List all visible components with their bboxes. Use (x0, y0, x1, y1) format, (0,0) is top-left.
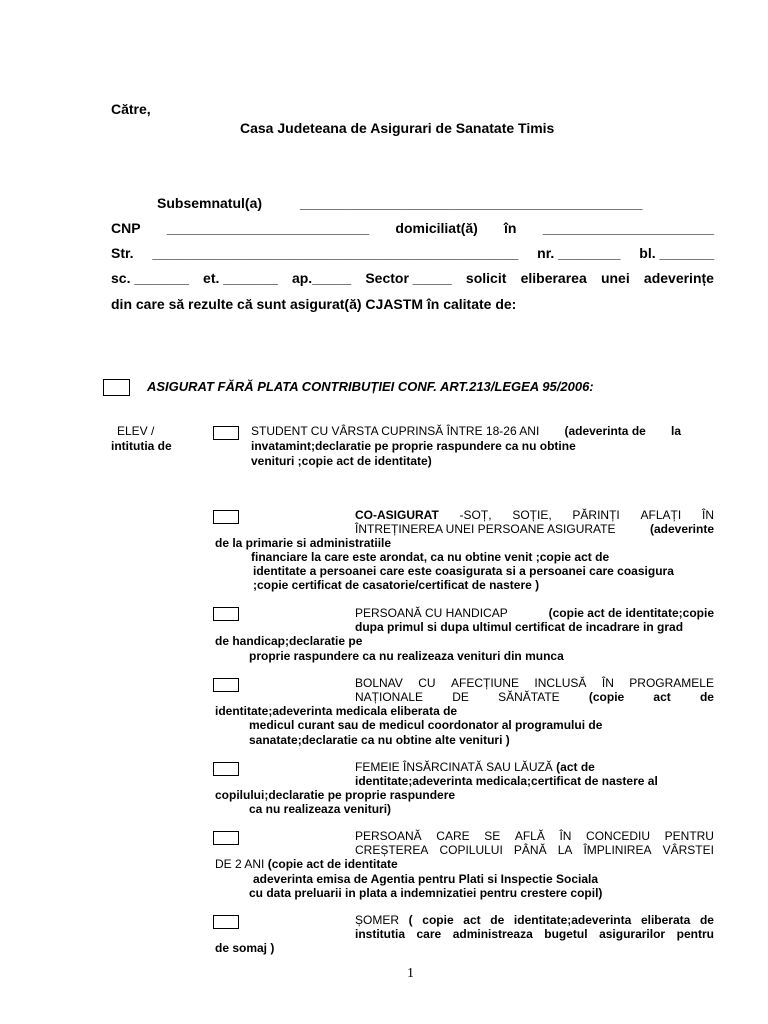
somer-word: institutia (355, 927, 405, 941)
word-adeverinte: adeverințe (643, 270, 714, 286)
somer-line-3: de somaj ) (215, 941, 275, 955)
street-field[interactable]: _______________________________________________ (152, 245, 519, 261)
bolnav-doc-word: de (699, 690, 714, 704)
addressee-label: Către, (111, 101, 151, 117)
coasigurat-word: -SOȚ, (459, 508, 492, 522)
femeie-line-3: copilului;declaratie pe proprie raspundere (215, 788, 456, 802)
femeie-doc: (act de (556, 760, 595, 774)
coasigurat-line-3: de la primarie si administratiile (215, 536, 392, 550)
bolnav-doc-word: act (653, 690, 671, 704)
in-label: în (504, 220, 517, 236)
concediu-line-2 (355, 843, 714, 857)
concediu-word: VÂRSTEI (662, 843, 714, 857)
bolnav-line-2 (355, 690, 714, 704)
bolnav-line-3: identitate;adeverinta medicala eliberata de (215, 704, 458, 718)
concediu-line-1 (355, 829, 714, 843)
femeie-title: FEMEIE ÎNSĂRCINATĂ SAU LĂUZĂ (355, 760, 553, 774)
student-line-3: venituri ;copie act de identitate) (251, 454, 432, 468)
page-number: 1 (407, 966, 414, 981)
somer-word: ( (408, 913, 413, 927)
somer-word: copie (422, 913, 454, 927)
concediu-word: CARE (436, 829, 470, 843)
somer-title: ȘOMER (355, 913, 400, 927)
student-checkbox[interactable] (213, 426, 239, 440)
number-field[interactable]: nr. ________ (537, 245, 621, 261)
word-unei: unei (600, 270, 630, 286)
cnp-field[interactable]: __________________________ (166, 220, 370, 236)
student-title: STUDENT CU VÂRSTA CUPRINSĂ ÎNTRE 18-26 ANI (251, 424, 540, 438)
street-label: Str. (111, 245, 134, 261)
somer-word: act (463, 913, 481, 927)
concediu-line-3 (215, 857, 398, 871)
cnp-row (111, 220, 714, 240)
name-field[interactable]: ____________________________________________ (300, 195, 643, 211)
bolnav-word: ÎN (601, 676, 614, 690)
student-doc-1a: (adeverinta de (564, 424, 646, 438)
student-line-2: invatamint;declaratie pe proprie raspundere ca nu obtine (251, 439, 576, 453)
femeie-checkbox[interactable] (213, 762, 239, 776)
somer-word: bugetul (544, 927, 588, 941)
coasigurat-doc: (adeverinte (649, 522, 714, 536)
coasigurat-checkbox[interactable] (213, 510, 239, 524)
apartment-field[interactable]: ap._____ (291, 270, 352, 286)
concediu-word: CREȘTEREA (355, 843, 429, 857)
concediu-age: DE 2 ANI (215, 857, 265, 871)
coasigurat-line-4: financiare la care este arondat, ca nu obtine venit ;copie act de (251, 550, 610, 564)
coasigurat-word: SOȚIE, (512, 508, 552, 522)
concediu-word: PENTRU (664, 829, 714, 843)
concediu-line-5: cu data preluarii in plata a indemnizatiei pentru crestere copil) (249, 886, 603, 900)
elev-left-sub: intitutia de (111, 439, 172, 453)
sector-field[interactable]: Sector _____ (365, 270, 452, 286)
coasigurat-line-1 (355, 508, 714, 522)
elev-left-label: ELEV / (117, 424, 155, 438)
somer-checkbox[interactable] (213, 915, 239, 929)
concediu-line-4: adeverinta emisa de Agentia pentru Plati si Inspectie Sociala (253, 872, 599, 886)
bolnav-doc-word: (copie (588, 690, 625, 704)
block-field[interactable]: bl. _______ (639, 245, 714, 261)
concediu-word: CONCEDIU (586, 829, 651, 843)
bolnav-word: INCLUSĂ (534, 676, 587, 690)
coasigurat-title: CO-ASIGURAT (355, 508, 439, 522)
bolnav-word: SĂNĂTATE (498, 690, 560, 704)
concediu-word: AFLĂ (514, 829, 545, 843)
somer-word: eliberata (640, 913, 691, 927)
somer-line-2 (355, 927, 714, 941)
section-checkbox[interactable] (103, 379, 130, 396)
somer-word: de (490, 913, 505, 927)
concediu-word: ÎMPLINIREA (583, 843, 652, 857)
coasigurat-line-2 (355, 522, 714, 536)
bolnav-word: DE (452, 690, 469, 704)
handicap-line-1 (355, 606, 714, 620)
bolnav-checkbox[interactable] (213, 678, 239, 692)
concediu-word: SE (484, 829, 501, 843)
bolnav-line-5: sanatate;declaratie ca nu obtine alte venituri ) (249, 733, 510, 747)
coasigurat-word: ÎN (701, 508, 714, 522)
concediu-word: PERSOANĂ (355, 829, 422, 843)
cnp-label: CNP (111, 220, 141, 236)
femeie-line-4: ca nu realizeaza venituri) (249, 802, 392, 816)
coasigurat-word: AFLAȚI (640, 508, 682, 522)
domiciliat-label: domiciliat(ă) (395, 220, 478, 236)
concediu-word: PÂNĂ (513, 843, 547, 857)
somer-line-1 (355, 913, 714, 927)
etaj-field[interactable]: et. _______ (203, 270, 278, 286)
somer-word: identitate;adeverinta (513, 913, 632, 927)
scara-field[interactable]: sc. _______ (111, 270, 189, 286)
concediu-checkbox[interactable] (213, 831, 239, 845)
handicap-checkbox[interactable] (213, 607, 239, 621)
domicile-field[interactable]: ______________________ (542, 220, 714, 236)
word-solicit: solicit (465, 270, 507, 286)
bolnav-word: NAȚIONALE (355, 690, 424, 704)
capacity-statement: din care să rezulte că sunt asigurat(ă) CJASTM în calitate de: (111, 296, 517, 312)
handicap-line-3: de handicap;declaratie pe (215, 634, 363, 648)
concediu-word: LA (557, 843, 573, 857)
somer-word: de (699, 913, 714, 927)
coasigurat-line-6: ;copie certificat de casatorie/certificat de nastere ) (253, 578, 540, 592)
bolnav-line-1 (355, 676, 714, 690)
section-heading: ASIGURAT FĂRĂ PLATA CONTRIBUȚIEI CONF. ART.213/LEGEA 95/2006: (147, 379, 594, 394)
bolnav-word: PROGRAMELE (629, 676, 714, 690)
somer-word: pentru (676, 927, 714, 941)
somer-word: administreaza (452, 927, 533, 941)
femeie-line-2: identitate;adeverinta medicala;certificat de nastere al (355, 774, 658, 788)
student-line-1 (251, 424, 681, 438)
handicap-title: PERSOANĂ CU HANDICAP (355, 606, 508, 620)
handicap-doc: (copie act de identitate;copie (548, 606, 714, 620)
bolnav-word: AFECȚIUNE (450, 676, 519, 690)
femeie-line-1 (355, 760, 595, 774)
bolnav-word: CU (418, 676, 436, 690)
address-detail-row (111, 270, 714, 290)
word-eliberarea: eliberarea (520, 270, 587, 286)
concediu-word: ÎN (559, 829, 572, 843)
institution-title: Casa Judeteana de Asigurari de Sanatate Timis (240, 120, 555, 136)
handicap-line-2: dupa primul si dupa ultimul certificat de incadrare in grad (355, 620, 684, 634)
handicap-line-4: proprie raspundere ca nu realizeaza venituri din munca (249, 649, 564, 663)
concediu-doc: (copie act de identitate (267, 857, 398, 871)
street-row (111, 245, 714, 265)
bolnav-line-4: medicul curant sau de medicul coordonator al programului de (249, 718, 603, 732)
coasigurat-subtitle: ÎNTREȚINEREA UNEI PERSOANE ASIGURATE (355, 522, 616, 536)
bolnav-word: BOLNAV (355, 676, 403, 690)
subsemnatul-label: Subsemnatul(a) (157, 195, 263, 211)
concediu-word: COPILULUI (439, 843, 503, 857)
student-doc-1b: la (670, 424, 681, 438)
somer-word: care (416, 927, 442, 941)
somer-word: asigurarilor (599, 927, 666, 941)
coasigurat-line-5: identitate a persoanei care este coasigurata si a persoanei care coasigura (253, 564, 674, 578)
coasigurat-word: PĂRINȚI (572, 508, 620, 522)
